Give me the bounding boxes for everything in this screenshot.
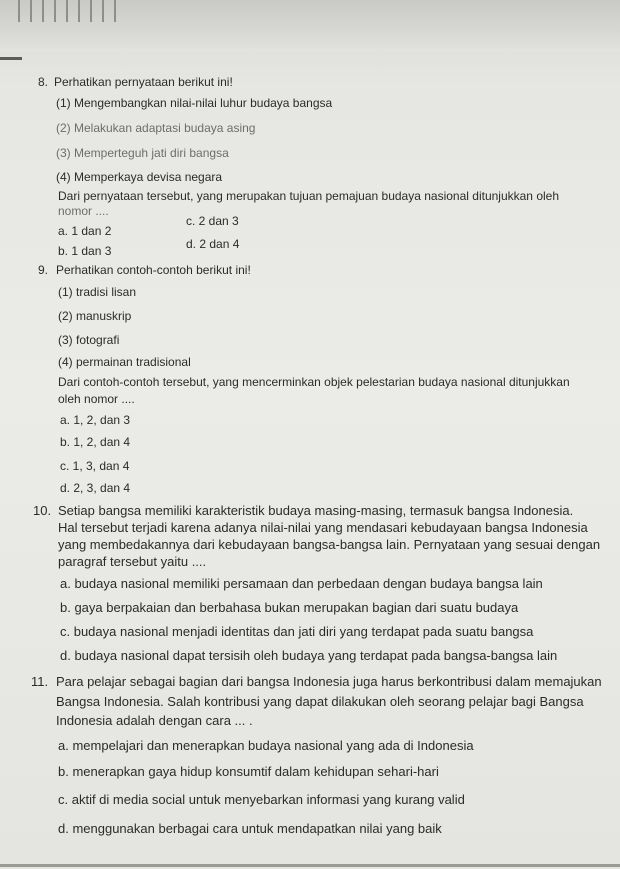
q8-number: 8. (38, 75, 49, 89)
q8-prompt: Perhatikan pernyataan berikut ini! (54, 75, 233, 89)
q11-number: 11. (31, 674, 49, 689)
q9-number: 9. (38, 263, 49, 277)
q10-option-a: a. budaya nasional memiliki persamaan dan perbedaan dengan budaya bangsa lain (60, 576, 543, 591)
q10-line-1: Setiap bangsa memiliki karakteristik budaya masing-masing, termasuk bangsa Indonesia. (58, 503, 574, 518)
q8-statement-2: (2) Melakukan adaptasi budaya asing (56, 121, 256, 135)
q11-line-3: Indonesia adalah dengan cara ... . (56, 713, 253, 728)
q10-line-3: yang membedakannya dari kebudayaan bangsa-bangsa lain. Pernyataan yang sesuai dengan (58, 537, 601, 552)
q9-item-3: (3) fotografi (58, 333, 120, 347)
q8-option-d: d. 2 dan 4 (186, 237, 240, 251)
q10-number: 10. (33, 503, 52, 518)
q9-prompt: Perhatikan contoh-contoh berikut ini! (56, 263, 251, 277)
q11-option-a: a. mempelajari dan menerapkan budaya nasional yang ada di Indonesia (58, 738, 474, 753)
q8-statement-3: (3) Memperteguh jati diri bangsa (56, 146, 229, 160)
q10-line-4: paragraf tersebut yaitu .... (58, 554, 207, 569)
q9-option-d: d. 2, 3, dan 4 (60, 481, 131, 495)
q10-line-2: Hal tersebut terjadi karena adanya nilai-nilai yang mendasari kebudayaan bangsa Indonesia (58, 520, 588, 535)
q8-statement-4: (4) Memperkaya devisa negara (56, 170, 223, 184)
q11-option-c: c. aktif di media social untuk menyebarkan informasi yang kurang valid (58, 792, 465, 807)
q8-question-cont: nomor .... (58, 204, 109, 218)
bottom-edge-line (0, 864, 620, 867)
q9-question: Dari contoh-contoh tersebut, yang mencerminkan objek pelestarian budaya nasional ditunjukkan (58, 375, 570, 389)
q11-option-b: b. menerapkan gaya hidup konsumtif dalam kehidupan sehari-hari (58, 764, 439, 779)
q9-option-b: b. 1, 2, dan 4 (60, 435, 131, 449)
q10-option-c: c. budaya nasional menjadi identitas dan jati diri yang terdapat pada suatu bangsa (60, 624, 534, 639)
q9-option-a: a. 1, 2, dan 3 (60, 413, 131, 427)
q10-option-b: b. gaya berpakaian dan berbahasa bukan merupakan bagian dari suatu budaya (60, 600, 519, 615)
q10-option-d: d. budaya nasional dapat tersisih oleh budaya yang terdapat pada bangsa-bangsa lain (60, 648, 558, 663)
q8-question: Dari pernyataan tersebut, yang merupakan tujuan pemajuan budaya nasional ditunjukkan oleh (58, 189, 560, 203)
q8-option-c: c. 2 dan 3 (186, 214, 239, 228)
q11-line-1: Para pelajar sebagai bagian dari bangsa Indonesia juga harus berkontribusi dalam memajukan (56, 674, 602, 689)
q8-option-a: a. 1 dan 2 (58, 224, 112, 238)
q8-option-b: b. 1 dan 3 (58, 244, 112, 258)
q11-option-d: d. menggunakan berbagai cara untuk mendapatkan nilai yang baik (58, 821, 442, 836)
q9-item-2: (2) manuskrip (58, 309, 132, 323)
q11-line-2: Bangsa Indonesia. Salah kontribusi yang dapat dilakukan oleh seorang pelajar bagi Bangsa (56, 694, 584, 709)
q9-item-1: (1) tradisi lisan (58, 285, 137, 299)
q8-statement-1: (1) Mengembangkan nilai-nilai luhur budaya bangsa (56, 96, 333, 110)
q9-question-cont: oleh nomor .... (58, 392, 135, 406)
q9-option-c: c. 1, 3, dan 4 (60, 459, 130, 473)
q9-item-4: (4) permainan tradisional (58, 355, 191, 369)
